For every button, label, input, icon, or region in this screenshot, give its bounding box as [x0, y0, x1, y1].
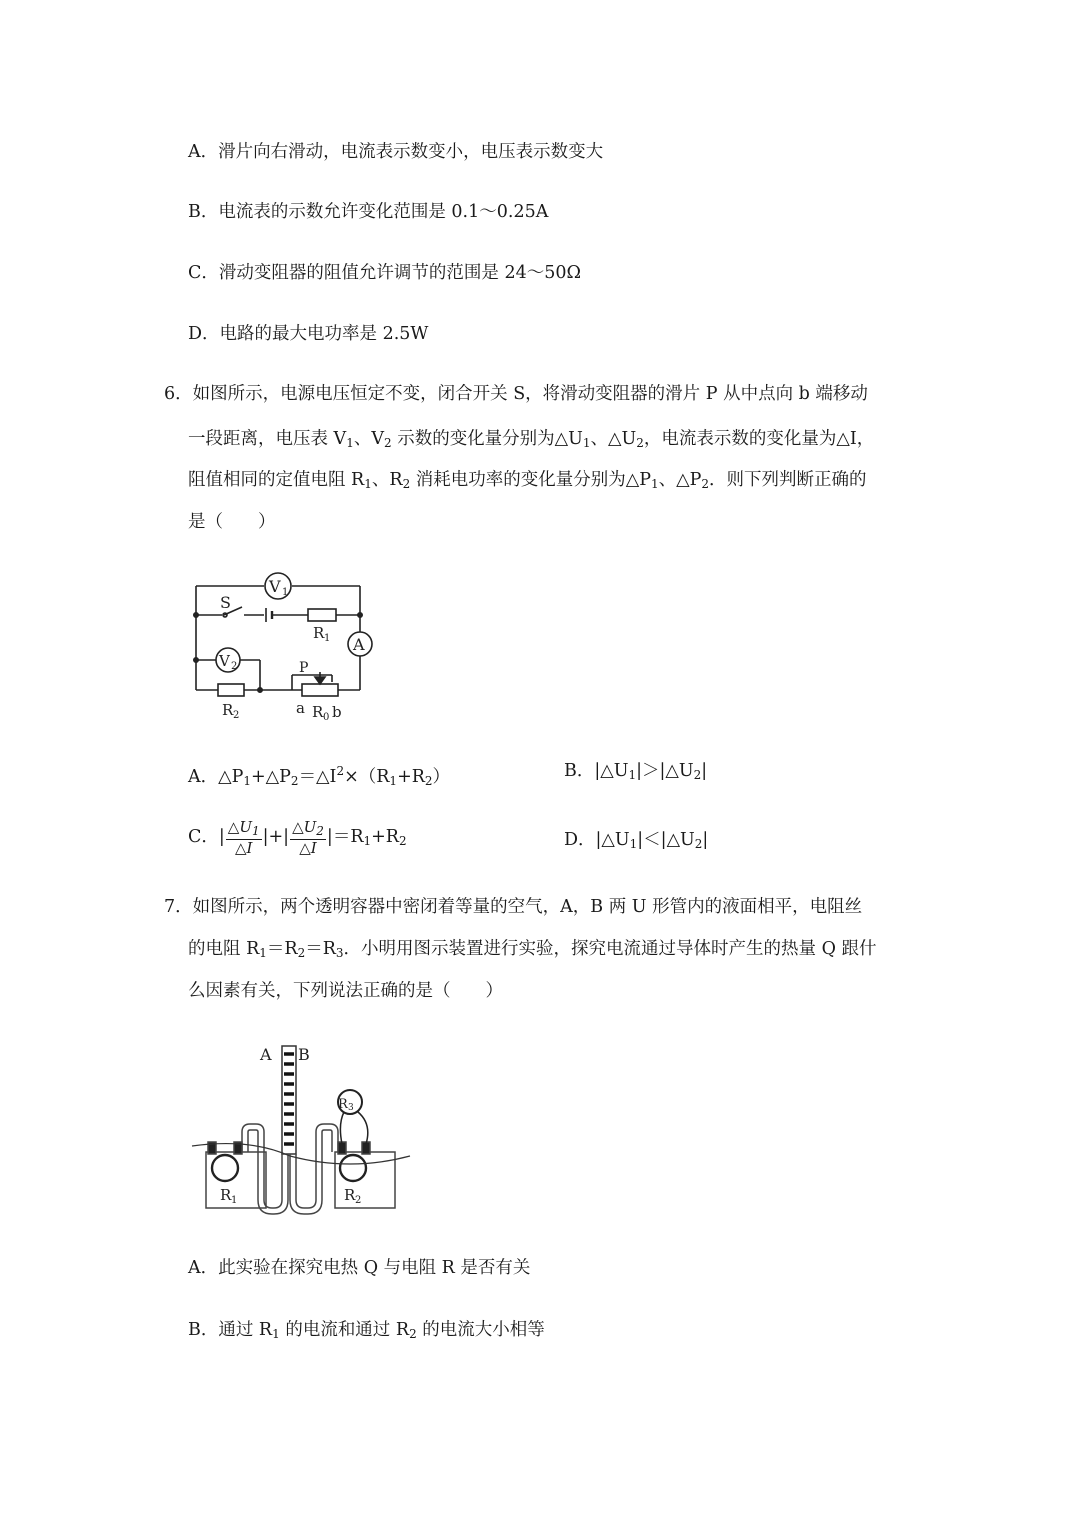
q6-l3-c: 消耗电功率的变化量分别为△P [410, 470, 652, 490]
q5-option-a: A．滑片向右滑动，电流表示数变小，电压表示数变大 [188, 142, 604, 162]
q7-ob-c: 的电流大小相等 [416, 1320, 545, 1340]
r2-label: R [344, 1186, 356, 1204]
q6-oa-c: ＝△I [298, 766, 337, 787]
q7-ob-s1: 1 [272, 1327, 280, 1341]
q6-l2-a: 一段距离，电压表 V [188, 429, 347, 449]
junction [194, 613, 198, 617]
q6-oa-s1: 1 [243, 773, 252, 788]
q5-option-c: C．滑动变阻器的阻值允许调节的范围是 24～50Ω [188, 263, 581, 283]
q6-l2-sub4: 2 [636, 436, 644, 450]
tube-b-label: B [298, 1045, 310, 1064]
q6-l2-d: 、△U [590, 429, 637, 449]
v1-sub: 1 [282, 587, 289, 598]
q6-l3-sub4: 2 [701, 477, 710, 491]
q5-option-d: D．电路的最大电功率是 2.5W [188, 324, 429, 344]
external-wire [192, 1144, 410, 1164]
q7-ob-s2: 2 [409, 1327, 417, 1341]
r3-label: R [338, 1097, 348, 1112]
v2-label: V [219, 652, 230, 670]
q6-oa-s4: 2 [424, 773, 433, 788]
q6-oa-s3: 1 [389, 773, 398, 788]
slider-arrowhead [315, 677, 325, 684]
end-a-label: a [296, 699, 305, 717]
q6-l3-sub3: 1 [651, 477, 659, 491]
q7-l2-s1: 1 [259, 946, 267, 960]
q6-oc-a: C．| [188, 827, 225, 847]
q6-stem-line3 [188, 468, 867, 496]
q6-oa-e: +R [397, 766, 425, 787]
frac2-num-sub: 2 [316, 824, 324, 838]
q7-stem-line2 [188, 937, 877, 965]
q6-ob-b: |＞|△U [636, 761, 694, 781]
q6-oa-f: ） [432, 766, 451, 787]
q6-oc-s2: 2 [398, 834, 407, 848]
junction [358, 613, 362, 617]
q6-l2-c: 示数的变化量分别为△U [391, 429, 583, 449]
v1-label: V [269, 577, 281, 596]
ammeter-label: A [353, 635, 365, 654]
junction [194, 658, 198, 662]
q6-l2-e: ，电流表示数的变化量为△I， [643, 429, 875, 449]
q6-oa-sup: 2 [336, 764, 345, 778]
q6-ob-s2: 2 [693, 768, 702, 782]
r2-sub: 2 [355, 1195, 362, 1206]
q7-l2-s3: 3 [335, 946, 344, 960]
q6-oa-s2: 2 [290, 773, 299, 788]
q6-l3-a: 阻值相同的定值电阻 R [188, 470, 365, 490]
rheostat-r0-symbol [302, 684, 338, 696]
q6-l2-sub2: 2 [383, 436, 392, 450]
r1-sub: 1 [324, 633, 331, 644]
r0-label: R [312, 703, 324, 721]
frac1-num: △U [227, 818, 252, 836]
q7-stem-line1: 7．如图所示，两个透明容器中密闭着等量的空气，A，B 两 U 形管内的液面相平，电阻丝 [164, 897, 863, 917]
frac2-num: △U [292, 818, 317, 836]
q7-apparatus-diagram [190, 1040, 415, 1215]
q6-option-a [188, 759, 450, 793]
r1-label: R [220, 1186, 232, 1204]
q6-l2-sub1: 1 [346, 436, 354, 450]
q6-oa-d: ×（R [344, 766, 390, 787]
q6-oc-c: +R [371, 827, 399, 847]
q5-option-b: B．电流表的示数允许变化范围是 0.1～0.25A [188, 202, 549, 222]
frac1-num-sub: 1 [251, 824, 260, 838]
r3-sub: 3 [348, 1103, 354, 1113]
q6-l3-e: ．则下列判断正确的 [709, 470, 867, 490]
q6-ob-a: B．|△U [564, 761, 629, 781]
q7-stem-line3: 么因素有关，下列说法正确的是（ ） [188, 981, 503, 1001]
resistor-r1-symbol [308, 609, 336, 621]
q7-l2-s2: 2 [297, 946, 306, 960]
q7-option-a: A．此实验在探究电热 Q 与电阻 R 是否有关 [188, 1258, 531, 1278]
q7-l2-a: 的电阻 R [188, 939, 260, 959]
q6-stem-line1: 6．如图所示，电源电压恒定不变，闭合开关 S，将滑动变阻器的滑片 P 从中点向 b 端移动 [164, 384, 868, 404]
q6-option-b [564, 759, 707, 787]
q6-stem-line4: 是（ ） [188, 512, 276, 532]
q7-l2-b: ＝R [266, 939, 298, 959]
q6-l2-b: 、V [353, 429, 384, 449]
end-b-label: b [332, 703, 342, 721]
r1-label: R [313, 624, 325, 642]
q6-od-c: | [702, 830, 709, 850]
q7-l2-c: ＝R [305, 939, 336, 959]
q6-l3-b: 、R [371, 470, 403, 490]
q6-ob-s1: 1 [628, 768, 637, 782]
q6-od-a: D．|△U [564, 830, 630, 850]
r2-label: R [222, 701, 234, 719]
tube-a-label: A [260, 1045, 272, 1064]
q6-l3-d: 、△P [658, 470, 702, 490]
q6-ob-c: | [701, 761, 708, 781]
scale-ticks [284, 1054, 294, 1144]
q6-oc-s1: 1 [363, 834, 372, 848]
q6-option-d [564, 828, 708, 856]
q7-ob-a: B．通过 R [188, 1320, 273, 1340]
q6-oa-b: +△P [251, 766, 291, 787]
q6-oc-b: |＝R [326, 827, 364, 847]
r3-lead [340, 1112, 344, 1144]
q6-l3-sub2: 2 [402, 477, 411, 491]
fraction-du2-di [290, 819, 326, 856]
q6-l3-sub1: 1 [364, 477, 372, 491]
r1-sub: 1 [231, 1195, 238, 1206]
slider-p-label: P [299, 660, 309, 676]
q6-od-s1: 1 [629, 837, 638, 851]
q7-l2-d: ．小明用图示装置进行实验，探究电流通过导体时产生的热量 Q 跟什 [343, 939, 877, 959]
q6-option-c [188, 815, 407, 863]
r3-lead [358, 1112, 368, 1144]
frac1-den: △I [234, 839, 253, 857]
r2-sub: 2 [233, 710, 240, 721]
switch-s-label: S [220, 593, 231, 612]
frac2-den: △I [299, 839, 317, 857]
scale-column [282, 1046, 296, 1154]
q6-circuit-diagram [180, 570, 380, 725]
q6-oc-mid: |+| [262, 827, 290, 847]
resistor-coil-r1 [212, 1155, 238, 1181]
r0-sub: 0 [323, 712, 330, 723]
q6-od-b: |＜|△U [637, 830, 695, 850]
q6-stem-line2 [188, 427, 874, 455]
q6-oa-a: A．△P [188, 766, 244, 787]
resistor-coil-r2 [340, 1155, 366, 1181]
q7-option-b [188, 1318, 545, 1346]
junction [258, 688, 262, 692]
q6-l2-sub3: 1 [582, 436, 591, 450]
q6-od-s2: 2 [694, 837, 703, 851]
v2-sub: 2 [231, 661, 238, 672]
resistor-r2-symbol [218, 684, 244, 696]
q7-ob-b: 的电流和通过 R [279, 1320, 410, 1340]
fraction-du1-di [226, 819, 262, 856]
